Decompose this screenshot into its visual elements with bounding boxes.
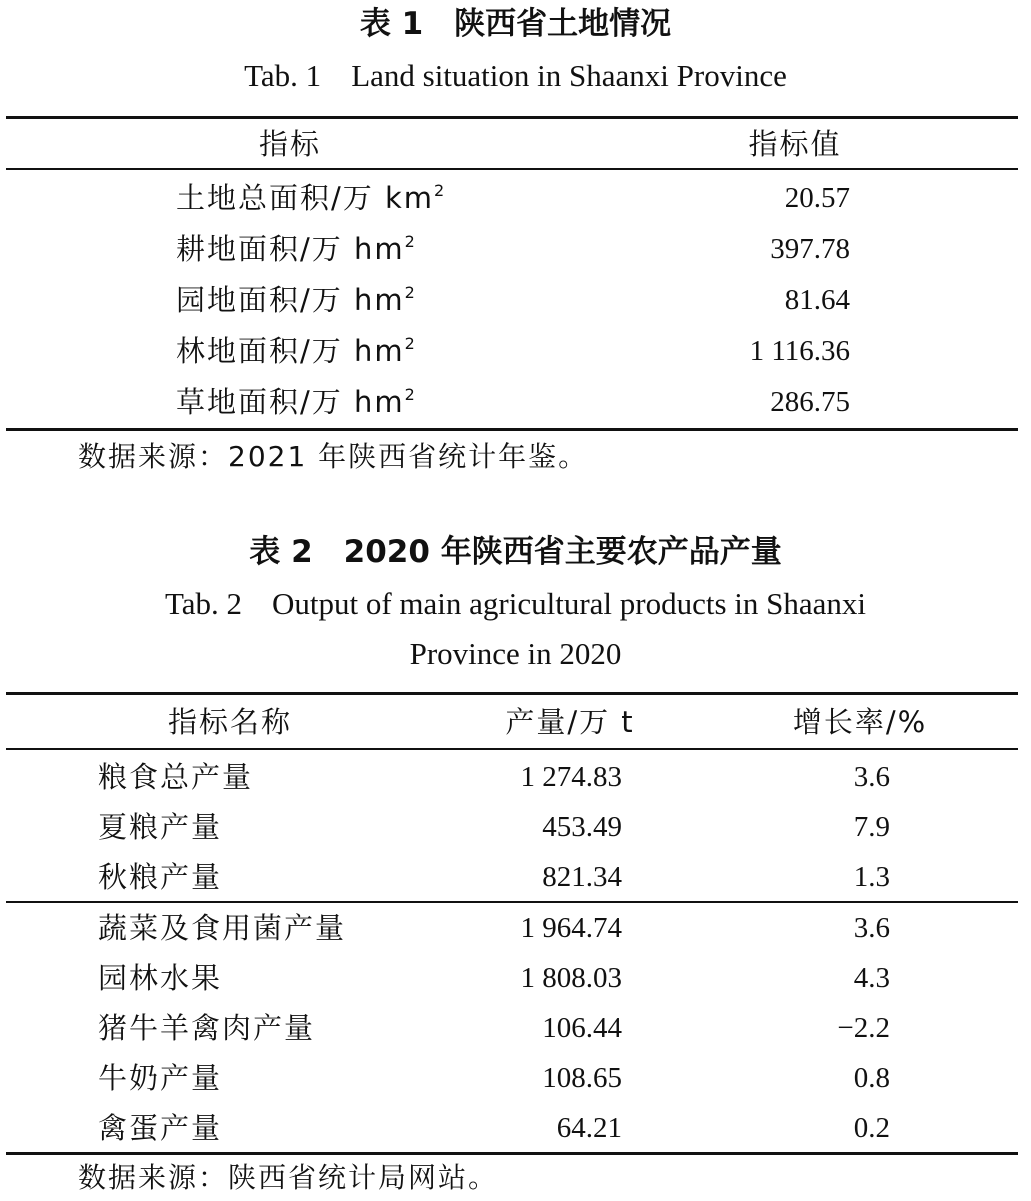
table1-row-value: 397.78 — [770, 233, 850, 265]
table2-row-output: 1 808.03 — [520, 962, 622, 994]
table2-row-growth: 7.9 — [853, 811, 890, 843]
table1-row-label: 土地总面积/万 $km^2$ — [176, 181, 447, 215]
table1-row-value: 286.75 — [770, 386, 850, 418]
table2-row-name: 园林水果 — [98, 961, 223, 995]
table2-row-name: 禽蛋产量 — [98, 1111, 223, 1145]
table1-row-value: 1 116.36 — [749, 335, 850, 367]
table2-title-zh: 表 2 2020 年陕西省主要农产品产量 — [249, 534, 782, 570]
table1-header-indicator: 指标 — [258, 127, 321, 161]
table1-source-note: 数据来源：2021 年陕西省统计年鉴。 — [78, 440, 589, 473]
table1-title-en-number: Tab. 1 — [244, 58, 322, 93]
table1-title-en-text: Land situation in Shaanxi Province — [351, 58, 787, 93]
table2-title-en-line2: Province in 2020 — [409, 636, 622, 671]
table1-title-en — [0, 55, 1031, 97]
table2-row-name: 秋粮产量 — [98, 860, 223, 894]
table2-row-name: 夏粮产量 — [98, 810, 223, 844]
table2-row-name: 蔬菜及食用菌产量 — [98, 911, 347, 945]
table2-top-rule — [6, 692, 1018, 695]
table2-row-output: 1 964.74 — [520, 912, 622, 944]
table2-title-en-text: Output of main agricultural products in Shaanxi — [271, 586, 867, 621]
table2-row-output: 453.49 — [542, 811, 622, 843]
table1-bottom-rule — [6, 428, 1018, 431]
table2-row-growth: 1.3 — [853, 861, 890, 893]
table2-row-growth: 0.2 — [853, 1112, 890, 1144]
table1-row-label: 园地面积/万 $hm^2$ — [176, 283, 417, 317]
table2-row-output: 108.65 — [542, 1062, 622, 1094]
table2-title-en-line1 — [0, 583, 1031, 625]
table1-header-rule — [6, 168, 1018, 170]
table2-source-note: 数据来源：陕西省统计局网站。 — [78, 1161, 499, 1194]
table2-row-output: 64.21 — [556, 1112, 622, 1144]
table1-header-value: 指标值 — [748, 127, 842, 161]
table1-row-label: 耕地面积/万 $hm^2$ — [176, 232, 417, 266]
table2-row-output: 821.34 — [542, 861, 622, 893]
table2-title-en-number: Tab. 2 — [164, 586, 242, 621]
table2-bottom-rule — [6, 1152, 1018, 1155]
table2-header-growth: 增长率/% — [792, 705, 928, 739]
table2-row-name: 牛奶产量 — [98, 1061, 223, 1095]
table1-row-label: 林地面积/万 $hm^2$ — [176, 334, 417, 368]
table2-row-name: 粮食总产量 — [98, 760, 254, 794]
table2-header-rule — [6, 748, 1018, 750]
table2-group-rule — [6, 901, 1018, 903]
table2-row-output: 106.44 — [542, 1012, 622, 1044]
table2-row-growth: 4.3 — [853, 962, 890, 994]
table2-row-growth: 0.8 — [853, 1062, 890, 1094]
table1-top-rule — [6, 116, 1018, 119]
table2-row-growth: 3.6 — [853, 912, 890, 944]
table2-row-name: 猪牛羊禽肉产量 — [98, 1011, 316, 1045]
table1-row-label: 草地面积/万 $hm^2$ — [176, 385, 417, 419]
table2-row-growth: 3.6 — [853, 761, 890, 793]
table2-row-output: 1 274.83 — [520, 761, 622, 793]
table1-row-value: 81.64 — [784, 284, 850, 316]
table2-header-name: 指标名称 — [167, 705, 292, 739]
table1-title-zh: 表 1 陕西省土地情况 — [359, 6, 672, 42]
table2-row-growth: −2.2 — [837, 1012, 890, 1044]
table1-row-value: 20.57 — [784, 182, 850, 214]
table2-header-output: 产量/万 t — [505, 705, 635, 739]
